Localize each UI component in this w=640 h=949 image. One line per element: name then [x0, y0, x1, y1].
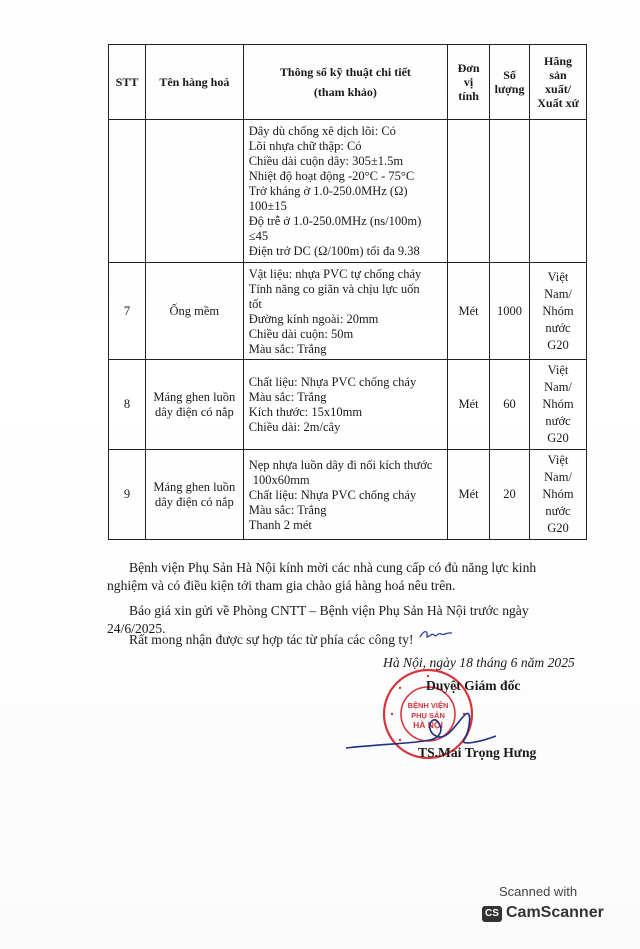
spec-line: Điện trở DC (Ω/100m) tối đa 9.38 [248, 244, 420, 258]
spec-line: Chất liệu: Nhựa PVC chống cháy [248, 375, 417, 389]
row-name [145, 263, 243, 360]
header-origin [530, 45, 587, 120]
row-stt: 7 [109, 263, 146, 360]
header-name: Tên hàng hoá [145, 45, 243, 120]
header-spec-line: Thông số kỹ thuật chi tiết [279, 65, 411, 79]
stamp-line: PHỤ SẢN [411, 711, 445, 720]
table-row [109, 263, 587, 360]
spec-line: Nẹp nhựa luồn dây đi nổi kích thước [248, 457, 433, 472]
header-spec-line: (tham khảo) [313, 85, 377, 99]
origin-line: nước [545, 320, 571, 335]
invitation-paragraph-line: nghiệm và có điều kiện tới tham gia chào giá hàng hoá nêu trên. [107, 578, 456, 593]
spec-line: Độ trễ ở 1.0-250.0MHz (ns/100m) [248, 214, 422, 228]
row-name [145, 450, 243, 540]
row-unit: Mét [448, 263, 490, 360]
spec-line: Màu sắc: Trắng [248, 502, 327, 517]
origin-line: nước [545, 414, 571, 428]
name-line: Ống mềm [169, 303, 220, 318]
origin-line: Nam/ [544, 286, 572, 301]
row-origin [530, 360, 587, 450]
spec-line: Chất liệu: Nhựa PVC chống cháy [248, 487, 417, 502]
row-spec [243, 120, 447, 263]
origin-line: Việt [547, 453, 569, 467]
spec-line: Kích thước: 15x10mm [248, 405, 363, 419]
row-stt [109, 120, 146, 263]
spec-line: Tính năng co giãn và chịu lực uốn [248, 281, 420, 296]
origin-line: Nam/ [544, 470, 572, 484]
name-line: dây điện có nắp [154, 404, 234, 419]
spec-line: Lõi nhựa chữ thập: Có [248, 139, 362, 153]
row-name [145, 360, 243, 450]
header-origin-line: sản [549, 68, 567, 82]
header-origin-line: xuất/ [545, 82, 572, 96]
spec-line: Vật liệu: nhựa PVC tự chống cháy [248, 266, 422, 281]
camscanner-text: CamScanner [506, 904, 604, 921]
stamp-line: HÀ NỘI [413, 720, 443, 730]
row-name [145, 120, 243, 263]
spec-line: Thanh 2 mét [248, 517, 312, 532]
spec-line: ≤45 [248, 229, 269, 243]
header-qty-line: lượng [494, 82, 525, 96]
header-spec [243, 45, 447, 120]
spec-line: Màu sắc: Trắng [248, 341, 327, 356]
submission-paragraph-line: Báo giá xin gửi về Phòng CNTT – Bệnh viện Phụ Sản Hà Nội trước ngày [129, 603, 529, 618]
row-spec [243, 263, 447, 360]
table-row [109, 120, 587, 263]
submission-paragraph-line: 24/6/2025. [107, 621, 166, 636]
spec-line: Chiều dài cuộn dây: 305±1.5m [248, 154, 404, 168]
goods-spec-table [108, 44, 587, 540]
origin-line: Nhóm [542, 303, 574, 318]
row-qty: 60 [490, 360, 530, 450]
row-qty: 20 [490, 450, 530, 540]
spec-line: Đường kính ngoài: 20mm [248, 311, 379, 326]
name-line: Máng ghen luồn [153, 479, 236, 494]
origin-line: Việt [547, 269, 569, 284]
row-origin [530, 120, 587, 263]
spec-line: Dây dù chống xê dịch lõi: Có [248, 124, 396, 138]
name-line: Máng ghen luồn [153, 389, 236, 404]
name-line: dây điện có nắp [154, 494, 234, 509]
row-unit: Mét [448, 360, 490, 450]
spec-line: Chiều dài cuộn: 50m [248, 326, 354, 341]
spec-line: Màu sắc: Trắng [248, 390, 327, 404]
stamp-line: BỆNH VIỆN [407, 701, 449, 710]
scanned-with-text: Scanned with [499, 884, 578, 899]
spec-line: 100x60mm [252, 472, 310, 487]
invitation-paragraph-line: Bệnh viện Phụ Sản Hà Nội kính mời các nhà cung cấp có đủ năng lực kinh [129, 560, 537, 575]
row-spec [243, 450, 447, 540]
header-unit-line: tính [458, 89, 479, 103]
spec-line: Chiều dài: 2m/cây [248, 420, 341, 434]
header-stt: STT [109, 45, 146, 120]
header-qty-line: Số [503, 68, 516, 82]
spec-line: Trở kháng ở 1.0-250.0MHz (Ω) [248, 184, 408, 198]
origin-line: G20 [547, 521, 569, 535]
approver-name: TS.Mai Trọng Hưng [418, 745, 537, 760]
origin-line: Việt [547, 363, 569, 377]
origin-line: G20 [547, 337, 569, 352]
header-qty [490, 45, 530, 120]
row-origin [530, 263, 587, 360]
origin-line: Nhóm [542, 397, 574, 411]
table-row [109, 450, 587, 540]
origin-line: G20 [547, 431, 569, 445]
row-stt: 8 [109, 360, 146, 450]
table-header-row [109, 45, 587, 120]
row-spec [243, 360, 447, 450]
header-unit [448, 45, 490, 120]
closing-paragraph: Rất mong nhận được sự hợp tác từ phía các công ty! [129, 632, 414, 647]
spec-line: tốt [248, 296, 262, 311]
spec-line: Nhiệt độ hoạt động -20°C - 75°C [248, 169, 415, 183]
header-unit-line: vị [463, 75, 474, 89]
initial-signature-icon [418, 626, 454, 642]
row-unit: Mét [448, 450, 490, 540]
origin-line: Nhóm [542, 487, 574, 501]
approver-title: Duyệt Giám đốc [426, 678, 521, 693]
header-origin-line: Xuất xứ [537, 96, 579, 110]
origin-line: Nam/ [544, 380, 572, 394]
row-unit [448, 120, 490, 263]
header-origin-line: Hãng [544, 54, 573, 68]
camscanner-logo-icon: CS [482, 906, 502, 922]
signature-date: Hà Nội, ngày 18 tháng 6 năm 2025 [383, 655, 575, 670]
row-origin [530, 450, 587, 540]
row-qty [490, 120, 530, 263]
header-unit-line: Đơn [457, 61, 480, 75]
spec-line: 100±15 [248, 199, 287, 213]
table-row [109, 360, 587, 450]
origin-line: nước [545, 504, 571, 518]
row-qty: 1000 [490, 263, 530, 360]
row-stt: 9 [109, 450, 146, 540]
